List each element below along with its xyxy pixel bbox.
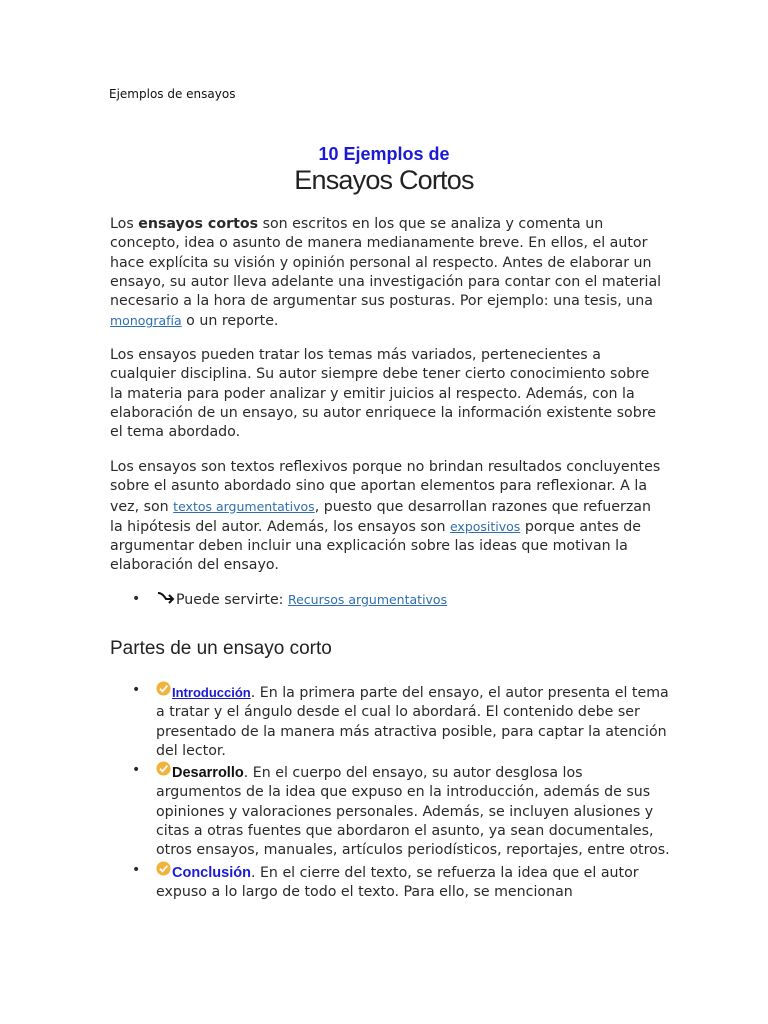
p3-text-c: porque antes de argumentar deben incluir una explicación sobre las ideas que motivan la elaboración del ensayo. [110, 518, 641, 574]
related-prefix: Puede servirte: [176, 592, 288, 608]
paragraph-reflexive [110, 458, 666, 576]
curved-arrow-icon [156, 590, 176, 606]
recursos-argumentativos-link[interactable]: Recursos argumentativos [287, 592, 448, 607]
bullet: • [132, 861, 141, 878]
page-header: Ejemplos de ensayos [109, 87, 236, 101]
p3-text-a: Los ensayos son textos reflexivos porque no brindan resultados concluyentes sobre el asunto abordado sino que aportan elementos para reflexionar. A la vez, son [110, 459, 661, 515]
conclusion-term: Conclusión [172, 864, 251, 881]
expositivos-link[interactable]: expositivos [449, 518, 521, 534]
check-circle-icon [156, 681, 171, 696]
monografia-link[interactable]: monografía [110, 313, 182, 329]
p1-text-b: son escritos en los que se analiza y comenta un concepto, idea o asunto de manera medianamente breve. En ellos, el autor hace explícita su visión y opinión personal al respecto. Antes de elaborar un ensayo, su autor lleva adelante una investigación para contar con el material necesario a la hora de argumentar sus posturas. Por ejemplo: una tesis, una [110, 216, 662, 310]
list-item-introduccion [130, 681, 670, 761]
bullet: • [132, 591, 141, 607]
p1-bold-term: ensayos cortos [138, 216, 259, 232]
list-item-conclusion [130, 861, 670, 903]
bullet: • [132, 762, 141, 779]
page-title: Ensayos Cortos [294, 165, 474, 195]
part-text: . En el cuerpo del ensayo, su autor desglosa los argumentos de la idea que expuso en la introducción, además de sus opiniones y valoraciones personales. Además, se incluyen alusiones y citas a otras fuentes que abordaron el asunto, ya sean documentales, otros ensayos, manuales, artículos periodísticos, reportajes, entre otros. [156, 765, 670, 859]
section-heading: Partes de un ensayo corto [110, 638, 332, 659]
bullet: • [132, 682, 141, 698]
related-list [130, 590, 670, 610]
paragraph-topics [110, 346, 666, 442]
p1-text-a: Los [110, 216, 139, 232]
part-text: . En el cierre del texto, se refuerza la idea que el autor expuso a lo largo de todo el texto. Para ello, se mencionan [156, 864, 639, 900]
check-circle-icon [156, 861, 171, 876]
list-item [130, 590, 670, 610]
part-text: . En la primera parte del ensayo, el autor presenta el tema a tratar y el ángulo desde el cual lo abordará. El contenido debe ser presentado de la manera más atractiva posible, para captar la atención del lector. [156, 685, 669, 759]
list-item-desarrollo [130, 761, 670, 860]
p3-text-b: , puesto que desarrollan razones que refuerzan la hipótesis del autor. Además, los ensayos son [110, 498, 651, 535]
introduccion-link[interactable]: Introducción [172, 685, 251, 700]
check-circle-icon [156, 761, 171, 776]
title-kicker: 10 Ejemplos de [318, 144, 450, 164]
textos-argumentativos-link[interactable]: textos argumentativos [173, 498, 315, 514]
paragraph-intro [110, 215, 666, 332]
desarrollo-term: Desarrollo [172, 765, 244, 782]
p1-text-c: o un reporte. [181, 313, 279, 330]
parts-list [130, 681, 670, 902]
p2-text: Los ensayos pueden tratar los temas más variados, pertenecientes a cualquier disciplina. Su autor siempre debe tener cierto conocimiento sobre la materia para poder analizar y emitir juicios al respecto. Además, con la elaboración de un ensayo, su autor enriquece la información existente sobre el tema abordado. [110, 347, 656, 441]
